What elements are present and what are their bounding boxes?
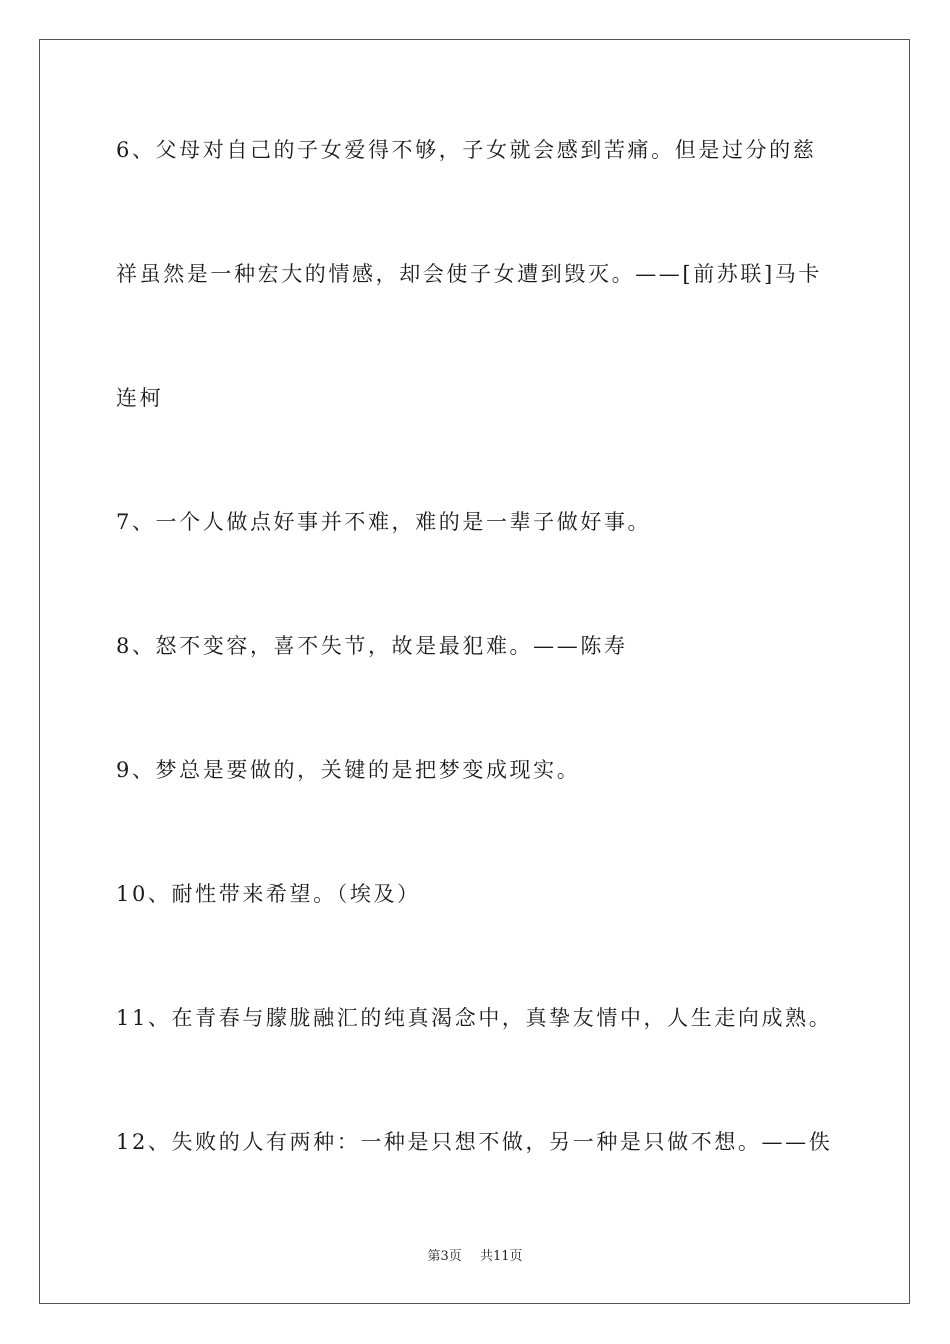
page-total: 共11页 [479,1249,523,1264]
text-line: 祥虽然是一种宏大的情感，却会使子女遭到毁灭。——[前苏联]马卡 [116,262,822,286]
text-line: 10、耐性带来希望。（埃及） [116,882,421,906]
text-line: 12、失败的人有两种：一种是只想不做，另一种是只做不想。——佚 [116,1130,833,1154]
page-footer [0,1248,950,1266]
text-line: 9、梦总是要做的，关键的是把梦变成现实。 [116,758,581,782]
page-number: 第3页 [427,1249,462,1264]
text-line: 11、在青春与朦胧融汇的纯真渴念中，真挚友情中，人生走向成熟。 [116,1006,833,1030]
text-line: 8、怒不变容，喜不失节，故是最犯难。——陈寿 [116,634,628,658]
text-line: 连柯 [116,386,164,410]
page-border [39,39,910,1304]
text-line: 7、一个人做点好事并不难，难的是一辈子做好事。 [116,510,652,534]
text-line: 6、父母对自己的子女爱得不够，子女就会感到苦痛。但是过分的慈 [116,138,817,162]
